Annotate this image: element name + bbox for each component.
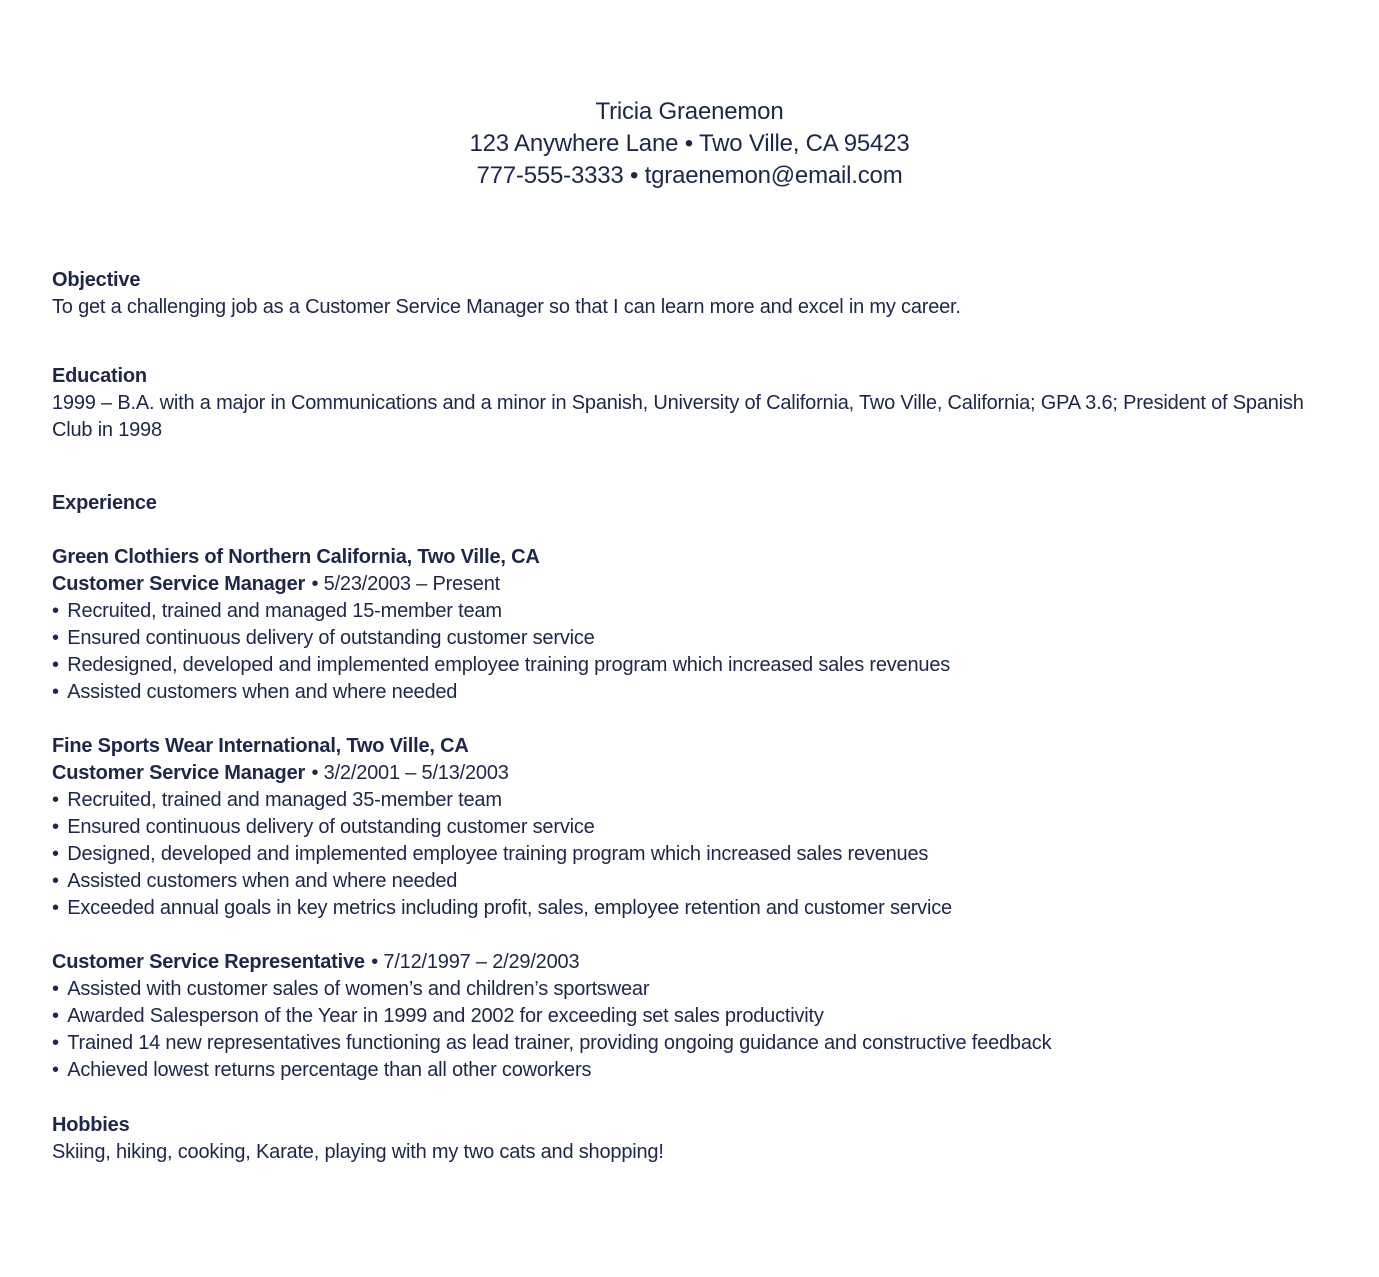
bullet-text: Achieved lowest returns percentage than all other coworkers bbox=[67, 1059, 592, 1081]
job-title-line bbox=[52, 760, 1327, 787]
bullet-marker: • bbox=[52, 978, 59, 1000]
job-bullet bbox=[52, 1057, 1327, 1084]
hobbies-heading: Hobbies bbox=[52, 1114, 130, 1136]
job-title: Customer Service Manager bbox=[52, 573, 306, 595]
bullet-text: Ensured continuous delivery of outstanding customer service bbox=[67, 816, 595, 838]
address-line: 123 Anywhere Lane • Two Ville, CA 95423 bbox=[469, 130, 910, 157]
bullet-text: Exceeded annual goals in key metrics including profit, sales, employee retention and customer service bbox=[67, 897, 952, 919]
job-bullet bbox=[52, 787, 1327, 814]
bullet-marker: • bbox=[52, 654, 59, 676]
bullet-marker: • bbox=[52, 627, 59, 649]
bullet-marker: • bbox=[52, 843, 59, 865]
job-bullet bbox=[52, 652, 1327, 679]
job-title-line bbox=[52, 571, 1327, 598]
job-entry bbox=[52, 733, 1327, 922]
job-entry bbox=[52, 949, 1327, 1084]
job-bullet bbox=[52, 814, 1327, 841]
contact-line: 777-555-3333 • tgraenemon@email.com bbox=[476, 162, 903, 189]
education-section bbox=[52, 363, 1327, 444]
bullet-text: Recruited, trained and managed 35-member team bbox=[67, 789, 502, 811]
job-bullet bbox=[52, 976, 1327, 1003]
job-bullet bbox=[52, 1030, 1327, 1057]
job-bullet bbox=[52, 895, 1327, 922]
hobbies-body: Skiing, hiking, cooking, Karate, playing with my two cats and shopping! bbox=[52, 1141, 664, 1163]
person-name: Tricia Graenemon bbox=[595, 98, 784, 125]
job-dates: • 7/12/1997 – 2/29/2003 bbox=[371, 951, 580, 973]
job-dates: • 5/23/2003 – Present bbox=[311, 573, 500, 595]
bullet-text: Designed, developed and implemented employee training program which increased sales revenues bbox=[67, 843, 929, 865]
job-bullet bbox=[52, 1003, 1327, 1030]
bullet-marker: • bbox=[52, 681, 59, 703]
bullet-marker: • bbox=[52, 789, 59, 811]
bullet-marker: • bbox=[52, 1059, 59, 1081]
objective-heading: Objective bbox=[52, 269, 141, 291]
bullet-marker: • bbox=[52, 870, 59, 892]
job-bullet bbox=[52, 679, 1327, 706]
job-bullet bbox=[52, 598, 1327, 625]
bullet-text: Trained 14 new representatives functioning as lead trainer, providing ongoing guidance and constructive feedback bbox=[67, 1032, 1052, 1054]
education-body: 1999 – B.A. with a major in Communications and a minor in Spanish, University of California, Two Ville, California; GPA 3.6; President of Spanish Club in 1998 bbox=[52, 392, 1304, 441]
objective-body: To get a challenging job as a Customer Service Manager so that I can learn more and excel in my career. bbox=[52, 296, 961, 318]
bullet-text: Ensured continuous delivery of outstanding customer service bbox=[67, 627, 595, 649]
job-bullet bbox=[52, 841, 1327, 868]
objective-section bbox=[52, 267, 1327, 321]
bullet-text: Assisted customers when and where needed bbox=[67, 681, 458, 703]
bullet-text: Awarded Salesperson of the Year in 1999 and 2002 for exceeding set sales productivity bbox=[67, 1005, 824, 1027]
education-heading: Education bbox=[52, 365, 147, 387]
job-entry bbox=[52, 544, 1327, 706]
job-title: Customer Service Representative bbox=[52, 951, 365, 973]
job-title: Customer Service Manager bbox=[52, 762, 306, 784]
bullet-text: Redesigned, developed and implemented employee training program which increased sales revenues bbox=[67, 654, 951, 676]
job-dates: • 3/2/2001 – 5/13/2003 bbox=[311, 762, 509, 784]
job-company: Green Clothiers of Northern California, Two Ville, CA bbox=[52, 546, 540, 568]
job-bullet bbox=[52, 868, 1327, 895]
job-company: Fine Sports Wear International, Two Ville, CA bbox=[52, 735, 469, 757]
bullet-marker: • bbox=[52, 1005, 59, 1027]
hobbies-section bbox=[52, 1112, 1327, 1166]
bullet-text: Assisted customers when and where needed bbox=[67, 870, 458, 892]
bullet-text: Assisted with customer sales of women’s and children’s sportswear bbox=[67, 978, 650, 1000]
experience-heading: Experience bbox=[52, 492, 157, 514]
job-title-line bbox=[52, 949, 1327, 976]
experience-section bbox=[52, 490, 1327, 1084]
job-bullet bbox=[52, 625, 1327, 652]
bullet-marker: • bbox=[52, 1032, 59, 1054]
bullet-marker: • bbox=[52, 897, 59, 919]
bullet-marker: • bbox=[52, 816, 59, 838]
bullet-marker: • bbox=[52, 600, 59, 622]
resume-header bbox=[52, 0, 1327, 192]
bullet-text: Recruited, trained and managed 15-member team bbox=[67, 600, 502, 622]
